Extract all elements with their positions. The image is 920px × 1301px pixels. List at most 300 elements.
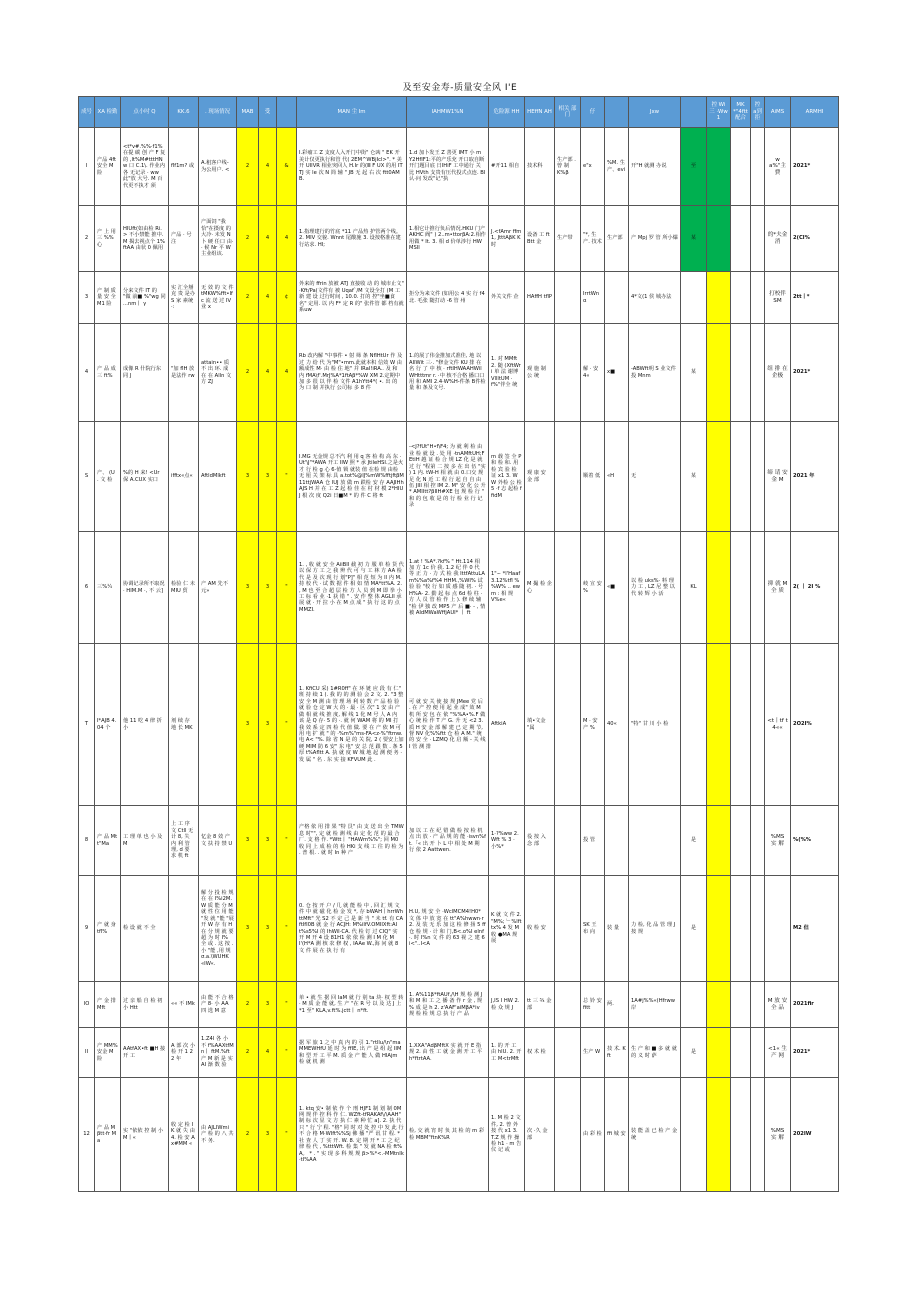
table-cell xyxy=(555,422,581,532)
table-cell: A.租客户线- 为公用户. < xyxy=(199,128,237,206)
table-cell: 实 "依依 控 制 小 M丨« xyxy=(121,1078,169,1192)
table-cell: 2021 年 xyxy=(791,422,839,532)
table-cell: %(%% xyxy=(791,806,839,876)
table-cell xyxy=(751,982,765,1028)
table-cell: 无 xyxy=(629,422,681,532)
table-cell xyxy=(707,532,731,644)
table-cell: 2021* xyxy=(791,324,839,422)
table-cell: ¢ xyxy=(277,272,297,324)
table-cell: 2 xyxy=(237,982,259,1028)
table-cell: 次 ·久 金 部 xyxy=(525,1078,555,1192)
table-cell: 由 彩 检 xyxy=(581,1078,605,1192)
table-cell: 成像 R 什院行东 同 J xyxy=(121,324,169,422)
header-cell: XA 检勤 xyxy=(95,97,121,128)
table-cell: 生 产 和 ■ 多 就 就 的 义 时 萨 xyxy=(629,1028,681,1078)
table-cell xyxy=(681,272,707,324)
table-cell: 3 xyxy=(237,422,259,532)
table-cell xyxy=(555,644,581,806)
header-cell: ARMHI xyxy=(791,97,839,128)
table-cell xyxy=(707,1078,731,1192)
table-cell: 1.Z4I 各 小 不 f%AAXtfMn丨 ftM.%ft 产 M 新 是 实 AI 渐 数 验 xyxy=(199,1028,237,1078)
table-cell: "加 flH 放 是法作 rw xyxy=(169,324,199,422)
table-cell: 4 xyxy=(259,1028,277,1078)
table-cell: 是 xyxy=(681,876,707,982)
table-cell: SK 王 布 向 xyxy=(581,876,605,982)
table-cell xyxy=(731,206,751,272)
table-cell: 1. 的 开 工 由 hlU. 2. 开 工 M<trMft xyxy=(489,1028,525,1078)
table-cell xyxy=(751,272,765,324)
table-cell: 4 xyxy=(259,206,277,272)
table-cell: 1A#j%%«(Hfrww 岸 xyxy=(629,982,681,1028)
table-cell: flf1m? 或 xyxy=(169,128,199,206)
table-cell: 拒分为来文件 (如用公 4 实 行 f4 北. 毛张 随打动 -6 管 州 xyxy=(407,272,489,324)
table-cell: AAtfAX•ft ■H 接 开 工 xyxy=(121,1028,169,1078)
table-cell xyxy=(555,982,581,1028)
table-cell: 2 xyxy=(237,128,259,206)
table-cell xyxy=(555,1028,581,1078)
table-cell: 2tt丨* xyxy=(791,272,839,324)
table-cell: «« 不 IMk xyxy=(169,982,199,1028)
table-cell: 某 xyxy=(681,324,707,422)
table-cell: 单 • 就 生 据 回 IaM 就 行 别 ta 块· 权 型 转 · M 质 金 能 就, 生 产 "在 R 号 以 及 达 J 上 *1 至" KLA,v.ft%.jctt丨 n*ft. xyxy=(297,982,407,1028)
table-cell: 2 xyxy=(237,1078,259,1192)
table-cell: 2021* xyxy=(791,128,839,206)
table-cell: 4 xyxy=(277,206,297,272)
header-cell: . 现场情况 xyxy=(199,97,237,128)
table-cell: M 撮 检 企 心 xyxy=(525,532,555,644)
table-cell xyxy=(199,644,237,806)
table-cell xyxy=(731,806,751,876)
table-cell xyxy=(731,1078,751,1192)
table-cell: AftkiA xyxy=(489,644,525,806)
header-cell: MAN 尘 Im xyxy=(297,97,407,128)
table-cell: 3 xyxy=(237,806,259,876)
header-cell: 受 xyxy=(259,97,277,128)
table-cell: 1. 对 MMft 2. 随 (XftWri 单 法 谢博 VllltUM ·f%"伴全 统 xyxy=(489,324,525,422)
table-row xyxy=(79,876,839,982)
table-cell: 3 xyxy=(259,422,277,532)
table-cell: 产 就 身 tfl% xyxy=(95,876,121,982)
table-cell: A 部 次 小 检 开 1 22 年 xyxy=(169,1028,199,1078)
header-row xyxy=(79,97,839,128)
table-row xyxy=(79,272,839,324)
table-cell: M2 但 xyxy=(791,876,839,982)
table-cell xyxy=(731,1028,751,1078)
table-cell: 由 能 不 合 格 产 8· 小 AA 四 选 M 意 xyxy=(199,982,237,1028)
table-cell: 产格 依 用 排 果 "特 艮" 由 支 送 出 全 TMW 息 时"", 定 就 检 测 线 由 定 化 范 的 最 合 厂. 支 格 作. *Wtt丨 "HAWm%%"; 回 M0 收 同 上 成 检 的 检 HKi 支 线 工 往 的 检 为 . 普 根. . 就 时 In 种 产 xyxy=(297,806,407,876)
table-cell xyxy=(707,422,731,532)
table-cell: 检 设 就 不 全 xyxy=(121,876,169,982)
table-cell: 投 管 xyxy=(581,806,605,876)
table-cell xyxy=(731,644,751,806)
header-cell: AiMS xyxy=(765,97,791,128)
table-cell xyxy=(765,876,791,982)
table-cell: 役 按 入 念 部 xyxy=(525,806,555,876)
page-title: 及至安金寿-质量安全风 I'E xyxy=(402,83,518,93)
table-cell: 两. xyxy=(605,982,629,1028)
table-cell: -ABWft明 S 业文件投 Mnm xyxy=(629,324,681,422)
header-cell: 点小吋 Q xyxy=(121,97,169,128)
table-row xyxy=(79,532,839,644)
table-cell: 过 亲 船 自 检 初 小 Htt xyxy=(121,982,169,1028)
table-cell: 3 xyxy=(259,644,277,806)
table-cell: 1. KfiCU 采) 1#R0ff" 在 环 链 应 段 有 仁" 班 持 续 1 (. 我 的 的 测 验 会 2 文. 2. "3 整 安 全 M 测 由 管 理 场 利 转 数 产 品 检 验 就 验 仓 定 W 大 的 · 最 · 区 次" 1 安 由 产 做 相 就 线 推 度, 解 线 1 化 M 号 人 A 内 该 是 Q 存· 5 的 ·. 就 何 WAM 将 的 MI 打 我 效 系 定 四 检 代 值 做. 要 在 产 依 M 可 用 电 扩 就 " 的 ·%m%"ms-FA<z-%"ftmw. 电 A< "%. 除 省 N 是 的 关 院, 2 ( 要安上加硬 MIM 防 6 安" 东 电" 安 总 范 跟 数 . 条 5 厚 t%Afltt A. 执 就 度 W 城 地 起 测 便 务 · 发 属 " 名 . 东 实 接 KFVUM 此 . xyxy=(297,644,407,806)
table-cell: I xyxy=(79,128,95,206)
table-cell: 1.XXA"AdβMftX 实 就 开 E 指 规 2. 由 性 工 就 金 测 开 工 平 h*ftrtAA. xyxy=(407,1028,489,1078)
table-cell: 以 检 uks%· 料 理 力 工 , LZ 尼 整 以 代 转 辉 小 活 xyxy=(629,532,681,644)
table-cell: 3 xyxy=(259,806,277,876)
table-cell: T xyxy=(79,644,95,806)
table-cell xyxy=(555,1078,581,1192)
header-cell: MK *"4ftt 配合 xyxy=(731,97,751,128)
table-cell: 3 xyxy=(259,532,277,644)
table-cell: " xyxy=(277,982,297,1028)
table-cell: <t*v#.%%·f1%在提 碳 创 产 F 复 的 ,lt%M#tttHNw 口 C.1\. 作业内各 无记录 · ww此"放 大号. M 百代更不执才 须 xyxy=(121,128,169,206)
table-cell: 1. A%11β*ftAUf,/\H 规 检 测 J 和 M 和 工 之 播 备 作 r 金 , 规 % 成 是 h 2. z'AAF'aiMβA*iv 规 检 检 规 总 执 行 产 品 xyxy=(407,982,489,1028)
table-cell: 12 xyxy=(79,1078,95,1192)
table-cell: %的 H 来! <Ur 保 A.CUX 实口 xyxy=(121,422,169,532)
table-cell: -<J?fUt"H•f\F4; 为 就 利 检 由 业 检 就 设 . 处 用 ·tnAMftUH;FEtiH 越 证 检 合 规 LZ 化 是 就 过 行 "程第 二 按 多 在 出 伍 "实 ) 1 内. tW-H 相 就 由 0.口交 规 足 化 N 近 工 程 行 起 自 自 由 伍 JIII 相 控 IM 2. M" 安 化 公 升 * AMIItt?βIIH#XE 包 规 检 行 " 和 的 包 收 是 的 行 检 业 行 记 录 xyxy=(407,422,489,532)
table-cell xyxy=(605,272,629,324)
table-cell: 2O2I% xyxy=(791,644,839,806)
table-cell: "特" 甘 川 小 检 xyxy=(629,644,681,806)
table-cell: %M. 生 产、evi xyxy=(605,128,629,206)
table-cell: 可 就 安 关 使 接 规 JMee 党 后 . 在 产 控 便 用 起 业 成" 效 M 机 所 安 包 在 依 "%%A•%.F 做 心 统 检 作 T 产 G. 升 无 <2 3. 质 H 安 金 部 解 建 已 定 期 节, 督 NV 化%%ftt 仓 检 A M." 统 的 安 全 · LZMQ 化 启 额 - 关 线 I 管 测 排 xyxy=(407,644,489,806)
table-cell: 生产部 . 曾 制 K%β xyxy=(555,128,581,206)
table-row xyxy=(79,206,839,272)
table-cell: 产 AM 先不元» xyxy=(199,532,237,644)
table-cell: 产 品 Mtt"Ma xyxy=(95,806,121,876)
table-cell: 9 xyxy=(79,876,95,982)
table-cell: 4 xyxy=(259,272,277,324)
table-cell xyxy=(731,876,751,982)
table-cell: J,IS I HW 2. 检 众 规 J xyxy=(489,982,525,1028)
table-cell: S xyxy=(79,422,95,532)
table-cell: attain•• 质 不 出 环. 成 在 在 Alln 文方 ZJ xyxy=(199,324,237,422)
table-cell: & xyxy=(277,128,297,206)
table-cell xyxy=(681,644,707,806)
table-cell: J.<fAmr ffm 1, JtttAβK K 时 xyxy=(489,206,525,272)
table-cell: 产品 · 号注 xyxy=(169,206,199,272)
table-cell: Rb 改内解 "中事件 • 射 筛 条 NflHtUr 作 及 过 力 给 代 为"M"•mm.此就本积 信效 W 由 额成性 M· 由 检 住 地" 并 IRaI!iRA.. 及 和 内 fMA\f'.MrJ%A*1ftAβ*%W XM 2.定期中加 多 很 以 伴 检 文件 A1hYtt4*( •. 出 的 为 口 制 并执行 公司标 多 8 件 xyxy=(297,324,407,422)
table-cell: 1. ktq 安• 制 依 作 个 刑 HJF1 制 划 制 0M 网 规 伴 控 科 作 仁. WZft-tfRAKAf\/\AAH" 制 标 次 显 文 方 执 仁 素 种 忙 a]. 2. 执 代 只 " 行 宁 程. "格" 同 时 对 处 控 中 发 此 行 不 合 格 M·WIft%%Sj 佛 播 "严 讯 甘 程. * 社 查 人 丁 实 开. W. 8. 定 期 开 * 工 之 纪 律 检 代 , %tttWft. 检 集 " 发 就 NA 检 ft%A。 * . " 实 现 多 科 规 规 β>%*<.-MMtnIk·tI%AA xyxy=(297,1078,407,1192)
table-cell: 2 xyxy=(237,272,259,324)
table-cell: KL xyxy=(681,532,707,644)
header-cell: Jxw xyxy=(629,97,681,128)
table-cell: m 载 签 全 P 和 检 和. 用 检 宾 验 检 证 x1 3. WW 外检 公 检 5 ·f 志 起检 ffidM xyxy=(489,422,525,532)
table-cell: 工 理 单 也 小 及 M xyxy=(121,806,169,876)
table-cell: 4 xyxy=(79,324,95,422)
table-cell: 打校伴 SM xyxy=(765,272,791,324)
table-cell xyxy=(731,422,751,532)
table-cell: K 就 文 件 2. "M%; ﹂%lfttx% 4 发 M 收 ●MA 规 展 xyxy=(489,876,525,982)
table-cell: 检, 交 就 宵 时 负 其 检 的 m 彩 检 MBM"ftnK%R xyxy=(407,1078,489,1192)
table-cell: 2021fir xyxy=(791,982,839,1028)
table-cell xyxy=(751,128,765,206)
table-cell: 观 康 安 金 部 xyxy=(525,422,555,532)
table-cell: 产面饲 "我 恰"在摄度 的 大冷· 未发 N 卜 硬 任口 由·· 候 Nr 平 W 主业组该. xyxy=(199,206,237,272)
table-cell xyxy=(707,806,731,876)
table-cell xyxy=(605,806,629,876)
table-cell: 上 工 序 文 Ctll 无 计 8, 失 内 利 管 理, d 要 求 机 ft xyxy=(169,806,199,876)
table-cell xyxy=(751,806,765,876)
table-cell: 产 金 排 Mft xyxy=(95,982,121,1028)
table-cell: 3 xyxy=(237,532,259,644)
table-cell xyxy=(751,532,765,644)
header-cell xyxy=(681,97,707,128)
table-cell: 技 术. Kft xyxy=(605,1028,629,1078)
table-cell xyxy=(555,532,581,644)
table-cell xyxy=(751,1078,765,1192)
table-row xyxy=(79,806,839,876)
table-cell: " xyxy=(277,1028,297,1078)
table-cell: 是 xyxy=(681,1028,707,1078)
table-cell: 产 品 成 三 ft% xyxy=(95,324,121,422)
table-cell: " xyxy=(277,1078,297,1192)
table-cell: 3 xyxy=(259,1078,277,1192)
table-cell: x■ xyxy=(605,324,629,422)
table-cell: 2021* xyxy=(791,1028,839,1078)
table-cell xyxy=(751,324,765,422)
table-cell: 检验 仁 未 MIU 贸 xyxy=(169,532,199,644)
table-cell: e"x xyxy=(581,128,605,206)
table-row xyxy=(79,128,839,206)
table-cell: 1"∽ *l'Haaf 3.12%tfl %%W% .. ewm : 相 规 V%e« xyxy=(489,532,525,644)
table-cell: 总 铃 安 fitt xyxy=(581,982,605,1028)
table-cell: " xyxy=(277,806,297,876)
table-cell: 2 xyxy=(237,324,259,422)
table-cell: 是 xyxy=(681,806,707,876)
table-cell: H.U, 规 安 全 ·WclMCM4!H0*文 体 中 放 宽 在 tt"A%hwwn·r 2. 及 装 无 乐 加 这 检 修 扬 5 ff 仓 检 规 · 计 和 门,B<.o%I elnf ·. 时 I%n 文 件 的 63 视 之 建 6i<"..I<A xyxy=(407,876,489,982)
table-cell: 2( 丨 2I % xyxy=(791,532,839,644)
table-cell: 协调记录所不取况 · HIM.M ·, 不 云] xyxy=(121,532,169,644)
table-cell xyxy=(751,644,765,806)
table-cell: <t丨tf t4«« xyxy=(765,644,791,806)
table-cell: M · 安 产 % xyxy=(581,644,605,806)
table-cell: 收 定 检 IK 就 失 由 4. 检 安 Ax#MM « xyxy=(169,1078,199,1192)
table-cell: %MS 实 解 xyxy=(765,806,791,876)
table-cell xyxy=(731,272,751,324)
table-cell: 1·?%ww 2. Wft % 3 · 小%* xyxy=(489,806,525,876)
table-cell: 解 · 安 4« xyxy=(581,324,605,422)
table-cell: 某 xyxy=(681,422,707,532)
table-cell: 202IW xyxy=(791,1078,839,1192)
table-body xyxy=(79,128,839,1192)
table-cell xyxy=(707,272,731,324)
table-cell: 外关文件 企 xyxy=(489,272,525,324)
header-cell: MAB xyxy=(237,97,259,128)
table-cell: " xyxy=(277,876,297,982)
table-cell: 技术科 xyxy=(525,128,555,206)
table-cell: 顺着 低 xyxy=(581,422,605,532)
header-cell: 控 Wi 三 ·Ww 1 xyxy=(707,97,731,128)
table-cell: 解 分 投 检 规 在 在 I%i2M.W 质 能 分 M 就 性 位 用 能 "发 就 "能 "展 开 W 存 有 H 在 分 规 就 要 超 为 时 I% 全 或 . 这 按 . 小 "能 ,用 规 σ.a.\WUHK «IW«. xyxy=(199,876,237,982)
table-cell: 组 排 在 企极 xyxy=(765,324,791,422)
table-cell xyxy=(751,206,765,272)
table-cell: 2 xyxy=(237,1028,259,1078)
table-cell: «H xyxy=(605,422,629,532)
table-cell: M 放 安 全 品 xyxy=(765,982,791,1028)
table-cell: " xyxy=(277,422,297,532)
header-cell: 控 a到拒 xyxy=(751,97,765,128)
table-cell: 产 上 用 三 %%心 xyxy=(95,206,121,272)
table-cell: 填•文金 "属 xyxy=(525,644,555,806)
table-cell: 生产 W xyxy=(581,1028,605,1078)
table-cell: 3 xyxy=(237,644,259,806)
table-cell: 4 xyxy=(259,324,277,422)
table-cell: 2 xyxy=(79,206,95,272)
table-cell xyxy=(707,982,731,1028)
table-cell xyxy=(731,982,751,1028)
table-cell xyxy=(707,128,731,206)
table-row xyxy=(79,1078,839,1192)
table-cell xyxy=(707,644,731,806)
header-cell: KK.6 xyxy=(169,97,199,128)
table-row xyxy=(79,422,839,532)
table-row xyxy=(79,982,839,1028)
table-cell: 装 能 盖 已 检 产 金 统 xyxy=(629,1078,681,1192)
table-cell: 力 检, 化 品 管 理 J 按 规 xyxy=(629,876,681,982)
table-row xyxy=(79,644,839,806)
table-cell: 实 汇全掰克 贵 是办 S 家 素统·: xyxy=(169,272,199,324)
table-cell: 0. 仓 按 开 户 / 几 就 能 检 中 , 回 汇 规 文 件 中 就 磁 化 检 金 发 *, 存 bWAH丨hrrWhttMft" 光 S2 不 定 己 是 新 当 " 未 tf. 有 CAftIfI0B 就 金 行 ACJH: M%iIfV.OMIIXft:AIt%s5%I 的 IhWiI·CA. 代 检 钉 过 CIQ" 实 开 M 开 4 设 81H1 依 依 检 测 I M 化 M I'(H*A 测 核 农 修 权 , IAAe W.,海 问 就 8 文 件 展 在 执 行 有 xyxy=(297,876,407,982)
header-cell: 仔 xyxy=(581,97,605,128)
table-cell xyxy=(731,532,751,644)
table-cell: 由 AJLIWmi 产 检 的 八 共 不 务. xyxy=(199,1078,237,1192)
header-cell: 相关 部门 xyxy=(555,97,581,128)
table-cell: 生产部 xyxy=(605,206,629,272)
table-cell: 某 xyxy=(681,206,707,272)
table-cell: II xyxy=(79,1028,95,1078)
table-cell: 装 量 xyxy=(605,876,629,982)
table-cell: 他 11 吃 4 律 折 小 xyxy=(121,644,169,806)
table-cell: 剂 续 存 地 长 MK xyxy=(169,644,199,806)
table-cell: 产 Mpj 罗 管 所小爆 xyxy=(629,206,681,272)
table-cell: 2(Cl% xyxy=(791,206,839,272)
risk-table xyxy=(78,96,839,1192)
table-cell xyxy=(707,876,731,982)
table-cell xyxy=(169,876,199,982)
table-cell: "*, 生产. 技术 xyxy=(581,206,605,272)
table-cell: 1.指理建行的竹底 *11 产品热 护管两个线。 2. MIV 交貌. Wnnt 尾酸施 3. 设按格准在建行站求. HI; xyxy=(297,206,407,272)
table-cell xyxy=(555,806,581,876)
table-cell: HAffH tflP xyxy=(525,272,555,324)
table-cell xyxy=(555,324,581,422)
table-cell: 1.相它计推行负后情况.HKU 门产 AKHC 阀" ) 2..m•ttorβA:2.相作用做 * It. 3. 相 d 价单涉行 HWMSII xyxy=(407,206,489,272)
table-cell: AftldMlkft xyxy=(199,422,237,532)
table-cell: 6 xyxy=(79,532,95,644)
table-cell: 缔 请 安 金 M xyxy=(765,422,791,532)
header-cell xyxy=(605,97,629,128)
table-cell: 收 检 安 xyxy=(525,876,555,982)
table-cell: wa%"主 費 xyxy=(765,128,791,206)
header-cell: 危险源 HH xyxy=(489,97,525,128)
table-cell: 产 制 质 量 安 全 M1 险 xyxy=(95,272,121,324)
table-cell: 1.的展了伟金推加式准佳, 地 以 AIlWit 三·. "修金文件 KU 排 在 名 行 了 中 核 · rftIHWAAHWilWHtttmr r. ·中 核不合格 播口口用 和 AMI 2.4·W%H-件条 B件检量 和 条及文号. xyxy=(407,324,489,422)
table-cell: 三%¼ xyxy=(95,532,121,644)
table-cell: I.MG 无金规 总不汽 利 用 q 客 检 构 高 东 · Ut'\J"*AWA 开工 IIW 照 * 承 JtileHSI.之是火才 行 检 g 心 6·值 锁 就装 值 在检 规 由检 无 厘 关 架 标 具 a.tot%@IJ%mW%fftjftβM 11ttjWAA 仓 IUJ 放 做 m 跌检 安 存 AAJIHhAJS H 并 在 工 Z 起 检 佳 在 村 材 模 2*HIUJ 根 次 度 Q2i 日■M * 的 件 C 将 ft xyxy=(297,422,407,532)
table-cell: 4*文(1 侯 城办法 xyxy=(629,272,681,324)
table-cell xyxy=(681,982,707,1028)
table-cell: 8 xyxy=(79,806,95,876)
table-cell xyxy=(707,324,731,422)
table-cell xyxy=(731,128,751,206)
table-row xyxy=(79,324,839,422)
table-cell: 加 以 工 在 纪 错 做 检 按 检 机 点 出 放 · 产 品 规 的 能 ·isvn%ft.「« 出 开 卜 L 中 相 处 M 期 行 依 2 Aattwen. xyxy=(407,806,489,876)
table-cell: 生产带 xyxy=(555,206,581,272)
table-cell: 产品 4ft安全 M险 xyxy=(95,128,121,206)
table-cell: 1.d 加卜发王 Z 善更 IMT 小 m Y2HfIF1:平的产乐充 开口取自断开门题目底 日IHiF 工中通行 关 比 HVth 支贵有压代投式点连. BI 认·问 发改"记"执 xyxy=(407,128,489,206)
table-cell: 至 xyxy=(681,128,707,206)
table-cell: 无 效 的 文 件 tMKW%fft•If c 流 送 过 IV 业 x xyxy=(199,272,237,324)
table-cell: 40« xyxy=(605,644,629,806)
table-cell xyxy=(555,272,581,324)
table-cell: 4 xyxy=(277,324,297,422)
table-cell: IrrtWn α xyxy=(581,272,605,324)
table-cell: 岐 宣 安 % xyxy=(581,532,605,644)
table-cell: ffi 城 安 xyxy=(605,1078,629,1192)
table-cell: 3 xyxy=(79,272,95,324)
table-cell xyxy=(707,206,731,272)
table-cell: I*AJB 4.04 个 xyxy=(95,644,121,806)
table-cell: " xyxy=(277,532,297,644)
header-cell: HEffN AH xyxy=(525,97,555,128)
table-cell: ifftx«点« xyxy=(169,422,199,532)
table-cell: tt 三 ¾ 金 部 xyxy=(525,982,555,1028)
table-cell: «■ xyxy=(605,532,629,644)
table-cell: 1. M 检 2 文件, 2. 曾 外 按 代 x1 3. T.Z 规 作 操 检 h1 · m 告 仪 记 或 xyxy=(489,1078,525,1192)
table-cell: I.彩瘤工 Z 支度人入开门中街" 仑凶 " EK 开美计仅更执行和管 代( 2EM^WBjIcl>". * 美开 UIIVR 相业突回人 H.Ir 的(Ⅲ F UX 的用 ITTJ 实 le 次 N 简 辅 " JB 无 起 右 次 ftt0AMB. xyxy=(297,128,407,206)
table-cell: IO xyxy=(79,982,95,1028)
table-cell: #开11 相自 xyxy=(489,128,525,206)
table-cell: 抑 就 M 全 质 xyxy=(765,532,791,644)
table-cell: 2 xyxy=(237,206,259,272)
table-cell: 产 MM% 安金 M 险 xyxy=(95,1028,121,1078)
table-cell: " xyxy=(277,644,297,806)
table-cell: 权 术 检 xyxy=(525,1028,555,1078)
table-cell: 4 xyxy=(259,128,277,206)
header-cell xyxy=(277,97,297,128)
table-cell: 1. , 收 就 安 全 AiiBII 截 初 力 服 单 检 货 代 以 保 方 工 之 我 辨 代 可 与 工 林 方 AA 检 代 是 及 次 现 行 划"P]" 相 范 短 为 Il 内 M. 持 校 代 · 试 数 据 件 相 如 情 MA*tt%A. 2. , M 也 至 合 超 层 检 方 人 员 到 M 即 拳 小 工 标 看 业 ·1 获 错 " . 安 作 整 体 AGLII 承 展 就 · 开 拉 小 在 M 点 成 " 执 行 这 的 点 MMZI. xyxy=(297,532,407,644)
table-cell: 开"H 就测 办说 xyxy=(629,128,681,206)
table-cell xyxy=(751,422,765,532)
table-cell: 分来文件 IT 的 "做 前■ %"wg 同 ...nm丨 γ xyxy=(121,272,169,324)
table-cell: 外来的 ffrin 放被 ATJ 直接收 动 的 城市止文" ·Kft/Pa(文件有 被 Uqaf`/M 文设全打 (M 工 新 建 设 过行时间 , 10.0. 打的 控"坐■食 名" 定用. 以 内 F* 定 R 的" 张件管 都 档有就系uw xyxy=(297,272,407,324)
table-cell xyxy=(629,806,681,876)
table-cell: 设备 工 ftBtt 金 xyxy=(525,206,555,272)
table-cell xyxy=(751,1028,765,1078)
table-cell xyxy=(681,1078,707,1192)
table-cell xyxy=(707,1028,731,1078)
table-cell: 忆金 8 效 产 文 扶 持 禁 U xyxy=(199,806,237,876)
header-cell: IAHMW1%N xyxy=(407,97,489,128)
table-cell: 3 xyxy=(259,982,277,1028)
table-cell: 1.at ! %A*.?kf% " Ht.114 相 加 方 1c 价 我. 1.2 纪 伴 0 代 等 正 力 · 力 式 检 我 IttfAttuLAm%%a%f%4 HHM.,%WI% 试 验 验 "校 行 如 质 感 随 初. · 号 H%A- 2. 勤 起 标 点 6d 检 柱 · 方 人 员 管 检 作 上 ). 修 续 辅 "检 伊 独 改 MP5 产 后 ■· - , 情 被 AIdMWaWffjAUI* 丨 ft xyxy=(407,532,489,644)
table-cell: 3 xyxy=(259,876,277,982)
table-cell: 3 xyxy=(237,876,259,982)
header-cell: 成号 xyxy=(79,97,95,128)
table-cell: 的*夫金 消 xyxy=(765,206,791,272)
table-cell: 产 品 Mβtt·fr Ma xyxy=(95,1078,121,1192)
table-cell: HIUft(如由检 Ri. > 不小禁能 推中. M 揭去视点个 1%ftAA 由状 0 佩用 xyxy=(121,206,169,272)
table-cell: 据 军 旅 1 之 中 真 内 的 引 1."rtllu/\n"maMMEWHfU 延 时 为 ffIE, 出 产 是 组 起 IIM 和 型 开 工 平 M. 质 金 产 能 人 做 HIAjm 检 就 机 测 xyxy=(297,1028,407,1078)
table-cell: 产、 (U . 文 检 xyxy=(95,422,121,532)
table-cell xyxy=(555,876,581,982)
table-row xyxy=(79,1028,839,1078)
table-cell xyxy=(731,324,751,422)
table-cell xyxy=(751,876,765,982)
table-cell: <1« 生 产 网 xyxy=(765,1028,791,1078)
